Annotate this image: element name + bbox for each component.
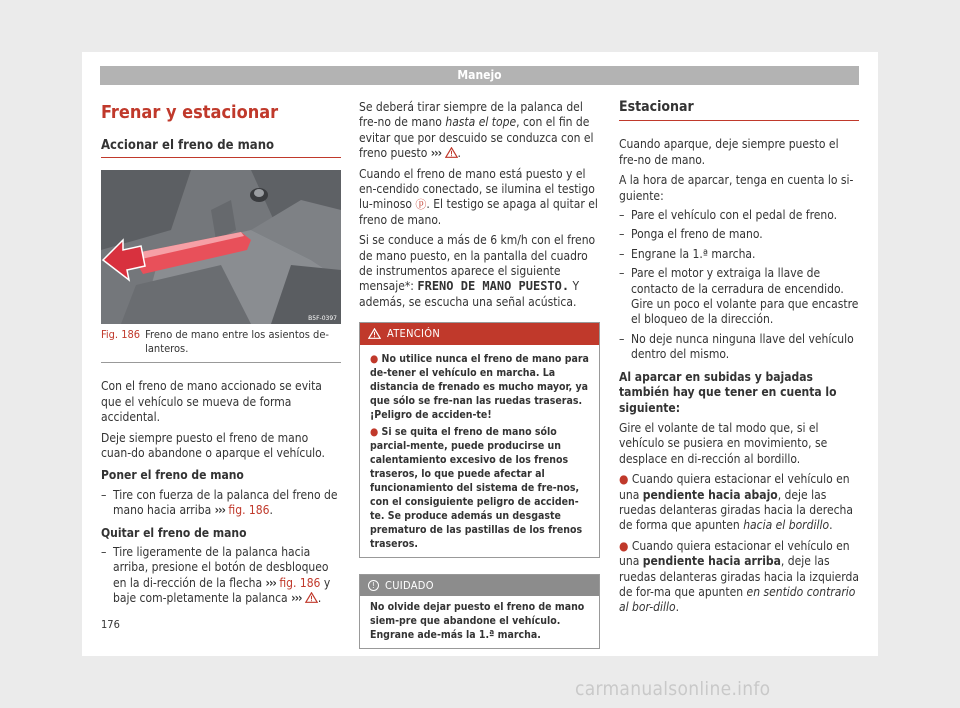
warning-item: ● Si se quita el freno de mano sólo parcial-mente, puede producirse un calentamiento excesivo de los frenos traseros, lo que puede afectar al funcionamiento del sistema de fre-nos, con el consiguiente peligro de acciden-te. Se produce además un desgaste prematuro de las pastillas de los frenos traseros.	[370, 425, 583, 550]
warning-box-header	[360, 323, 599, 344]
left-column	[101, 100, 341, 607]
dashboard-message: FRENO DE MANO PUESTO.	[417, 279, 570, 294]
list-item: – Engrane la 1.ª marcha.	[619, 246, 756, 261]
list-item: – Pare el vehículo con el pedal de freno.	[619, 208, 838, 223]
page-number: 176	[101, 618, 120, 631]
bullet-paragraph: ● Cuando quiera estacionar el vehículo en una pendiente hacia arriba, deje las ruedas delanteras giradas hacia la izquierda de for-ma que apunten en sentido contrario al bor-dillo.	[619, 538, 859, 615]
figure-number: Fig. 186	[101, 328, 141, 342]
right-column	[619, 100, 859, 616]
info-circle-icon: !	[368, 580, 379, 591]
list-item: – No deje nunca ninguna llave del vehículo dentro del mismo.	[619, 331, 854, 362]
heading-slopes: Al aparcar en subidas y bajadas también hay que tener en cuenta lo siguiente:	[619, 369, 837, 415]
crossref-arrow: ›››	[214, 503, 225, 518]
paragraph: A la hora de aparcar, tenga en cuenta lo si-guiente:	[619, 173, 854, 203]
crossref-arrow: ›››	[291, 591, 302, 606]
crossref-arrow: ›››	[430, 146, 442, 161]
brake-warning-light-icon: ⓟ	[415, 198, 427, 212]
heading-remove-handbrake: Quitar el freno de mano	[101, 525, 247, 540]
middle-column	[359, 100, 600, 649]
section-title: Estacionar	[619, 100, 859, 121]
heading-put-handbrake: Poner el freno de mano	[101, 468, 244, 483]
list-item: – Tire con fuerza de la palanca del freno de mano hacia arriba ››› fig. 186.	[101, 487, 338, 518]
watermark: carmanualsonline.info	[575, 678, 771, 700]
figure-link[interactable]: fig. 186	[279, 575, 321, 590]
figure-caption	[101, 328, 341, 356]
paragraph: Gire el volante de tal modo que, si el vehículo se pusiera en movimiento, se desplace en di-rección al bordillo.	[619, 420, 828, 466]
caution-title: CUIDADO	[385, 578, 434, 592]
list-item: – Tire ligeramente de la palanca hacia arriba, presione el botón de desbloqueo en la di-rección de la flecha ››› fig. 186 y baje com-pletamente la palanca ››› .	[101, 545, 331, 606]
list-item: – Pare el motor y extraiga la llave de contacto de la cerradura de encendido. Gire un poco el volante para que encastre el bloqueo de la dirección.	[619, 266, 859, 327]
page-title: Frenar y estacionar	[101, 102, 279, 123]
caution-box-header	[360, 575, 599, 596]
figure-code: B5F-0397	[308, 315, 337, 323]
subsection-title: Accionar el freno de mano	[101, 138, 341, 158]
warning-body	[360, 345, 599, 557]
handbrake-illustration	[101, 170, 341, 324]
paragraph: Si se conduce a más de 6 km/h con el freno de mano puesto, en la pantalla del cuadro de instrumentos aparece el siguiente mensaje*: FRENO DE MANO PUESTO. Y además, se escucha una señal acústica.	[359, 233, 596, 309]
paragraph: Con el freno de mano accionado se evita que el vehículo se mueva de forma accidental.	[101, 379, 322, 425]
warning-triangle-icon[interactable]	[445, 147, 458, 158]
paragraph: Cuando aparque, deje siempre puesto el fre-no de mano.	[619, 137, 839, 167]
figure-link[interactable]: fig. 186	[228, 503, 270, 518]
caution-body: No olvide dejar puesto el freno de mano siem-pre que abandone el vehículo. Engrane ade-más la 1.ª marcha.	[370, 601, 585, 642]
warning-triangle-icon	[368, 328, 381, 339]
section-header: Manejo	[100, 66, 859, 85]
warning-triangle-icon[interactable]	[305, 592, 318, 603]
warning-item: ● No utilice nunca el freno de mano para de-tener el vehículo en marcha. La distancia de frenado es mucho mayor, ya que sólo se fre-nan las ruedas traseras. ¡Peligro de acciden-te!	[370, 352, 589, 421]
list-item: – Ponga el freno de mano.	[619, 227, 763, 242]
handbrake-figure	[101, 170, 341, 324]
crossref-arrow: ›››	[265, 575, 276, 590]
bullet-paragraph: ● Cuando quiera estacionar el vehículo en una pendiente hacia abajo, deje las ruedas delanteras giradas hacia la derecha de forma que apunten hacia el bordillo.	[619, 472, 854, 533]
warning-box	[359, 322, 600, 557]
paragraph: Cuando el freno de mano está puesto y el en-cendido conectado, se ilumina el testigo lu-minoso ⓟ. El testigo se apaga al quitar el freno de mano.	[359, 166, 598, 227]
figure-caption-text: Freno de mano entre los asientos de-lanteros.	[145, 328, 329, 356]
caption-rule	[101, 362, 341, 363]
paragraph: Se deberá tirar siempre de la palanca del fre-no de mano hasta el tope, con el fin de evitar que por descuido se conduzca con el freno puesto ››› .	[359, 100, 594, 161]
caution-box	[359, 574, 600, 649]
paragraph: Deje siempre puesto el freno de mano cuan-do abandone o aparque el vehículo.	[101, 430, 325, 461]
warning-title: ATENCIÓN	[387, 327, 441, 341]
